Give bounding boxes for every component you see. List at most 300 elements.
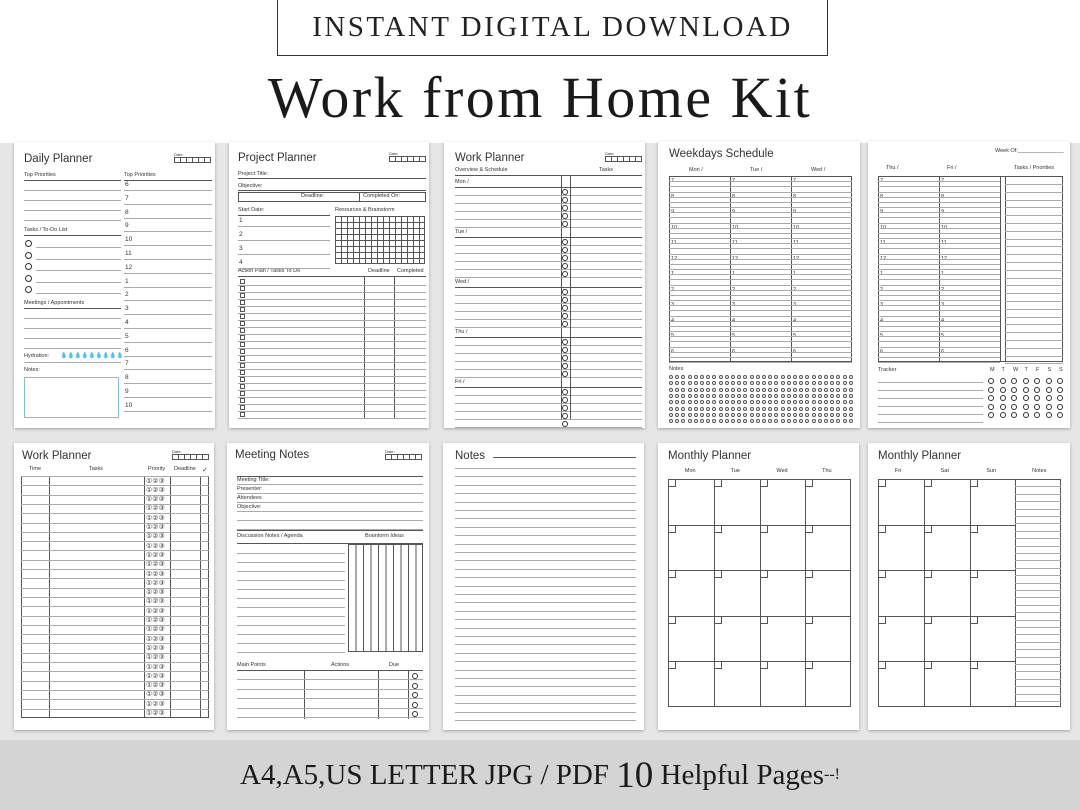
dot (694, 400, 698, 404)
checkbox-icon (240, 363, 245, 368)
line (455, 686, 636, 687)
dot (836, 400, 840, 404)
line (237, 689, 423, 690)
dot (743, 381, 747, 385)
line (237, 571, 345, 572)
circle-icon (562, 297, 568, 303)
line (238, 268, 330, 269)
dot (725, 419, 729, 423)
dot (743, 388, 747, 392)
line (21, 523, 209, 524)
hour-label: 2 (125, 291, 129, 299)
dot (830, 388, 834, 392)
dot (793, 388, 797, 392)
dot (805, 419, 809, 423)
dot (824, 388, 828, 392)
circle-icon (1011, 387, 1017, 393)
line (24, 200, 121, 201)
line (36, 259, 121, 260)
hour-label: 6 (941, 348, 945, 355)
footer-formats: A4,A5,US LETTER JPG / PDF (240, 758, 617, 791)
line (669, 352, 852, 353)
line (669, 223, 852, 224)
dot (750, 413, 754, 417)
line (878, 352, 1000, 353)
line (455, 269, 642, 270)
page-monthly-planner-1 (658, 443, 859, 730)
line (669, 357, 852, 358)
priority-icons: ①②③ (146, 617, 165, 624)
page-notes (443, 443, 644, 730)
dot (725, 394, 729, 398)
date-cell (878, 570, 886, 578)
tracker-label: Tracker (878, 367, 897, 373)
line (237, 679, 423, 680)
line (878, 310, 1000, 311)
line (1015, 575, 1061, 576)
col-time: Time (29, 466, 42, 472)
line (24, 348, 121, 349)
circle-icon (1057, 412, 1063, 418)
hour-label: 9 (732, 209, 736, 215)
line (1005, 239, 1063, 240)
line (237, 511, 423, 512)
dot (830, 400, 834, 404)
col-tasks: Tasks (89, 466, 104, 472)
line (455, 227, 642, 228)
overview-label: Overview & Schedule (455, 167, 508, 173)
dot (824, 400, 828, 404)
priority-icons: ①②③ (146, 542, 165, 550)
line (878, 274, 1000, 275)
hour-label: 4 (125, 319, 129, 326)
dot (830, 375, 834, 379)
dot (818, 388, 822, 392)
line (878, 336, 1000, 337)
dot (824, 381, 828, 385)
hour-label: 2 (671, 286, 675, 293)
checkbox-icon (240, 328, 245, 333)
line (21, 671, 209, 672)
line (669, 316, 852, 317)
dot (719, 407, 723, 411)
dot (756, 375, 760, 379)
line (878, 362, 1000, 363)
discussion-label: Discussion Notes / Agenda (237, 533, 303, 539)
meetings-label: Meetings / Appointments (24, 300, 85, 306)
hour-label: 8 (732, 193, 736, 200)
circle-icon (1011, 412, 1017, 418)
hour-label: 2 (732, 286, 736, 293)
tracker-day: S (1059, 367, 1063, 373)
dot (843, 394, 847, 398)
dot (787, 388, 791, 392)
dot (805, 381, 809, 385)
circle-icon (1011, 395, 1017, 401)
line (669, 300, 852, 301)
line (878, 254, 1000, 255)
circle-icon (412, 683, 418, 689)
hour-label: 4 (732, 317, 736, 324)
dot (774, 419, 778, 423)
dot (768, 407, 772, 411)
line (455, 636, 636, 637)
line (455, 419, 642, 420)
hour-label: 1 (125, 277, 129, 285)
line (1005, 246, 1063, 247)
date-cell (878, 479, 886, 487)
hour-label: 8 (125, 374, 129, 382)
day-label: Notes (1032, 468, 1047, 474)
dot (836, 394, 840, 398)
dot (843, 419, 847, 423)
line (878, 570, 1015, 571)
line (455, 337, 642, 338)
date-cell (805, 525, 813, 533)
line (878, 341, 1000, 342)
hour-label: 7 (793, 178, 797, 184)
line (669, 248, 852, 249)
date-cell (805, 570, 813, 578)
top-priorities-label-right: Top Priorities (124, 172, 156, 178)
checkbox-icon (240, 342, 245, 347)
line (455, 261, 642, 262)
line (455, 661, 636, 662)
circle-icon (1057, 387, 1063, 393)
dot (768, 419, 772, 423)
dot (725, 400, 729, 404)
dot (731, 413, 735, 417)
line (455, 510, 636, 511)
dot (750, 388, 754, 392)
dot (743, 413, 747, 417)
dot (812, 407, 816, 411)
line (1015, 568, 1061, 569)
line (1015, 701, 1061, 702)
line (455, 527, 636, 528)
line (669, 274, 852, 275)
line (1015, 620, 1061, 621)
dot (756, 394, 760, 398)
line (669, 285, 852, 286)
dot (694, 413, 698, 417)
dot (762, 394, 766, 398)
dot (700, 375, 704, 379)
due-label: Due (389, 662, 400, 668)
line (878, 238, 1000, 239)
line (455, 594, 636, 595)
dot (849, 388, 853, 392)
line (21, 606, 209, 607)
dot (700, 381, 704, 385)
dot (737, 375, 741, 379)
meeting-title-label: Meeting Title: (237, 477, 270, 483)
checkbox-icon (240, 412, 245, 417)
dot (712, 375, 716, 379)
step-number: 2 (239, 231, 243, 238)
dot (694, 388, 698, 392)
divider (1000, 176, 1001, 362)
line (21, 550, 209, 551)
circle-icon (562, 413, 568, 419)
dot (675, 381, 679, 385)
line (878, 228, 1000, 229)
dot (719, 394, 723, 398)
dot (781, 407, 785, 411)
dot (799, 407, 803, 411)
circle-icon (562, 421, 568, 427)
dot (706, 419, 710, 423)
date-cell (714, 479, 722, 487)
circle-icon (562, 371, 568, 377)
hour-label: 9 (941, 209, 945, 215)
line (1015, 597, 1061, 598)
line (669, 326, 852, 327)
dot (700, 400, 704, 404)
hour-label: 1 (732, 271, 736, 277)
dot (787, 413, 791, 417)
line (455, 485, 636, 486)
hour-label: 5 (793, 333, 797, 339)
dot (836, 407, 840, 411)
line (455, 377, 642, 378)
line (669, 259, 852, 260)
line (1005, 184, 1063, 185)
dot (737, 407, 741, 411)
priority-icons: ①②③ (146, 533, 165, 541)
line (21, 560, 209, 561)
dot (688, 419, 692, 423)
line (878, 305, 1000, 306)
line (1005, 309, 1063, 310)
hour-label: 10 (880, 224, 887, 231)
line (455, 611, 636, 612)
dot (700, 394, 704, 398)
dot (774, 375, 778, 379)
line (1005, 301, 1063, 302)
priority-icons: ①②③ (146, 700, 165, 708)
line (1015, 516, 1061, 517)
line (1015, 612, 1061, 613)
hour-label: 5 (880, 333, 884, 339)
dot (688, 400, 692, 404)
date-cell (668, 479, 676, 487)
circle-icon (562, 205, 568, 211)
line (455, 535, 636, 536)
line (455, 277, 642, 278)
dot (750, 419, 754, 423)
line (24, 362, 121, 363)
page-weekdays-schedule (658, 141, 860, 428)
line (669, 331, 852, 332)
line (878, 197, 1000, 198)
line (878, 398, 983, 399)
dot (799, 375, 803, 379)
line (669, 243, 852, 244)
line (455, 353, 642, 354)
dot (737, 400, 741, 404)
tracker-day: T (1024, 367, 1028, 373)
line (878, 300, 1000, 301)
line (455, 245, 642, 246)
line (124, 259, 212, 260)
line (455, 327, 642, 328)
line (24, 190, 121, 191)
date-cell (805, 616, 813, 624)
circle-icon (25, 252, 32, 259)
circle-icon (562, 221, 568, 227)
line (237, 634, 345, 635)
circle-icon (1011, 378, 1017, 384)
circle-icon (1046, 404, 1052, 410)
line (24, 220, 121, 221)
week-of-label: Week Of:_______________ (995, 148, 1064, 154)
circle-icon (1023, 404, 1029, 410)
date-cell (760, 570, 768, 578)
hour-label: 5 (732, 333, 736, 339)
date-cell (714, 616, 722, 624)
circle-icon (1023, 378, 1029, 384)
line (455, 712, 636, 713)
line (21, 681, 209, 682)
date-cell (970, 616, 978, 624)
line (237, 708, 423, 709)
line (238, 341, 426, 342)
line (669, 321, 852, 322)
line (669, 279, 852, 280)
dot (737, 381, 741, 385)
line (878, 422, 983, 423)
water-drop-icon: 💧 (109, 353, 117, 359)
hour-label: 7 (125, 360, 129, 368)
line (455, 476, 636, 477)
dot (669, 400, 673, 404)
line (455, 361, 642, 362)
hour-label: 7 (941, 178, 945, 184)
date-cell (760, 616, 768, 624)
line (1015, 649, 1061, 650)
dot (843, 388, 847, 392)
date-cell (924, 525, 932, 533)
circle-icon (562, 321, 568, 327)
water-drop-icon: 💧 (95, 353, 103, 359)
line (237, 625, 345, 626)
date-cell (714, 570, 722, 578)
dot (849, 407, 853, 411)
dot (694, 394, 698, 398)
line (878, 316, 1000, 317)
hour-label: 3 (793, 302, 797, 308)
line (669, 362, 852, 363)
line (21, 690, 209, 691)
line (878, 186, 1000, 187)
step-number: 3 (239, 245, 243, 252)
hour-label: 11 (125, 250, 132, 257)
line (238, 390, 426, 391)
dot (681, 400, 685, 404)
day-label: Wed / (455, 279, 470, 285)
line (669, 207, 852, 208)
line (124, 300, 212, 301)
tracker-day: W (1013, 367, 1019, 373)
hour-label: 7 (732, 178, 736, 184)
line (124, 383, 212, 384)
circle-icon (412, 692, 418, 698)
page-title: Meeting Notes (235, 449, 310, 461)
page-work-planner-daily (14, 443, 214, 730)
hour-label: 7 (880, 178, 884, 184)
line (455, 569, 636, 570)
line (878, 406, 983, 407)
priority-icons: ①②③ (146, 607, 165, 615)
circle-icon (1000, 378, 1006, 384)
dot (824, 419, 828, 423)
hour-label: 7 (671, 178, 675, 184)
dot (719, 400, 723, 404)
dot (669, 413, 673, 417)
completed-on-label: Completed On: (363, 193, 400, 199)
line (237, 616, 345, 617)
hour-label: 4 (671, 317, 675, 324)
dot (787, 381, 791, 385)
dot (681, 419, 685, 423)
line (455, 653, 636, 654)
dot (743, 419, 747, 423)
line (455, 703, 636, 704)
line (238, 292, 426, 293)
date-cell (760, 661, 768, 669)
date-box: Date: (174, 153, 211, 163)
dot (818, 400, 822, 404)
circle-icon (1057, 378, 1063, 384)
line (238, 285, 426, 286)
dot (768, 413, 772, 417)
circle-icon (988, 412, 994, 418)
page-title: Work Planner (455, 152, 525, 164)
checkbox-icon (240, 384, 245, 389)
line (1005, 231, 1063, 232)
dot (669, 375, 673, 379)
dot (762, 413, 766, 417)
dot (688, 381, 692, 385)
top-priorities-label: Top Priorities (24, 172, 56, 178)
dot (681, 413, 685, 417)
check-icon: ✓ (202, 467, 208, 474)
line (238, 397, 426, 398)
dot (750, 400, 754, 404)
circle-icon (1034, 395, 1040, 401)
line (238, 299, 426, 300)
objective-label: Objective: (237, 504, 262, 510)
page-title: Weekdays Schedule (669, 148, 774, 160)
dot (706, 394, 710, 398)
presenter-label: Presenter: (237, 486, 263, 492)
dot (793, 381, 797, 385)
line (669, 202, 852, 203)
date-cell (970, 479, 978, 487)
circle-icon (25, 263, 32, 270)
dot (700, 419, 704, 423)
line (237, 520, 423, 521)
line (455, 468, 636, 469)
line (878, 233, 1000, 234)
line (1015, 560, 1061, 561)
notes-box (24, 377, 119, 418)
hour-label: 4 (880, 317, 884, 324)
dot (787, 419, 791, 423)
line (1015, 694, 1061, 695)
circle-icon (412, 702, 418, 708)
